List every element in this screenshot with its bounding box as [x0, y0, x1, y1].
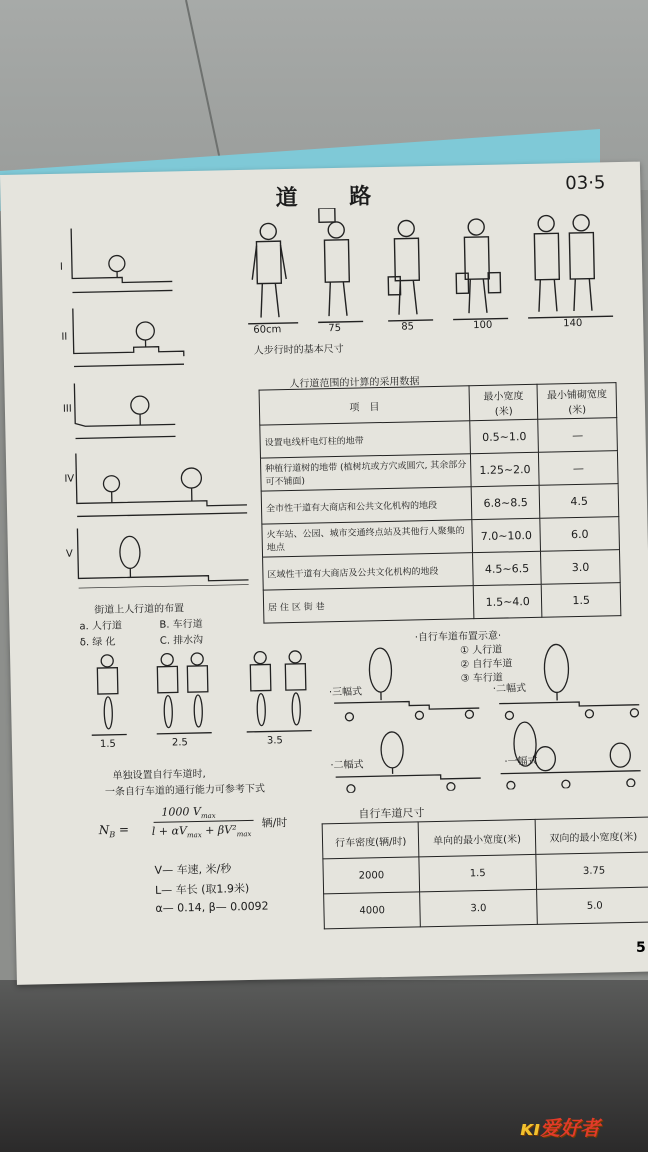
table-cell: 居 住 区 街 巷 — [263, 586, 474, 623]
table-cell: 1.5~4.0 — [473, 584, 542, 618]
table-cell: 7.0~10.0 — [472, 518, 541, 552]
table-cell: 种植行道树的地带 (植树坑或方穴或圆穴, 其余部分可不铺面) — [260, 454, 471, 491]
bike-layout-type-2: ·二幅式 — [492, 683, 527, 695]
sections-caption: 街道上人行道的布置 — [94, 603, 185, 617]
table-cell: 4.5~6.5 — [473, 551, 542, 585]
table-header-cell: 项 目 — [259, 386, 470, 425]
table-cell: 1.5 — [419, 854, 536, 891]
formula-l-definition: L— 车长 (取1.9米) — [154, 881, 250, 897]
table-cell: 设置电线杆电灯柱的地带 — [260, 421, 471, 458]
document-page — [0, 162, 648, 985]
page-title: 道 路 — [275, 182, 394, 212]
formula-intro-1: 单独设置自行车道时, — [112, 768, 206, 782]
formula-denominator: $l + \alpha V_{max} + \beta V^2_{max}$ — [151, 823, 252, 840]
pedestrian-width-5: 140 — [563, 317, 583, 330]
bike-layout-legend-3: ③ 车行道 — [460, 672, 503, 685]
bike-layout-type-3: ·二幅式 — [330, 759, 364, 772]
pedestrian-3 — [387, 220, 420, 315]
bike-layout-title: ·自行车道布置示意· — [414, 630, 502, 644]
bike-layout-type-4: ·一幅式 — [504, 755, 538, 768]
pedestrian-1 — [251, 223, 287, 318]
bike-layout-type-1: ·三幅式 — [328, 686, 363, 699]
street-section-drawings — [61, 225, 258, 589]
bike-layout-legend-2: ② 自行车道 — [460, 658, 513, 671]
formula-lhs: $N_B$ = — [98, 822, 130, 840]
pedestrian-width-4: 100 — [473, 319, 493, 332]
cyclist-width-1: 1.5 — [99, 738, 116, 751]
pedestrian-2 — [319, 208, 350, 317]
sections-legend-b: B. 车行道 — [159, 618, 203, 631]
section-roman-4: IV — [64, 473, 75, 485]
formula-alpha-beta-definition: α— 0.14, β— 0.0092 — [155, 899, 269, 915]
table-row — [324, 887, 648, 929]
table-cell: 全市性干道有大商店和公共文化机构的地段 — [261, 487, 472, 524]
table-cell: 3.0 — [420, 889, 537, 926]
section-roman-2: II — [61, 331, 68, 343]
formula-v-definition: V— 车速, 米/秒 — [154, 862, 232, 877]
sections-legend-d: C. 排水沟 — [159, 634, 204, 647]
pedestrian-5 — [534, 215, 595, 312]
cyclist-width-2: 2.5 — [171, 737, 188, 749]
cyclist-width-3: 3.5 — [266, 735, 283, 747]
bike-table-title: 自行车道尺寸 — [358, 806, 425, 821]
pedestrian-width-1: 60cm — [253, 324, 282, 336]
section-roman-1: I — [59, 261, 64, 273]
table-cell: 6.8~8.5 — [471, 485, 540, 519]
bike-layout-diagrams — [328, 637, 648, 794]
pedestrian-width-3: 85 — [401, 321, 415, 333]
table-cell: 2000 — [323, 857, 420, 894]
table-header-cell: 行车密度(辆/时) — [322, 822, 419, 859]
section-4 — [76, 450, 247, 517]
table-cell: 3.75 — [536, 852, 648, 889]
formula-numerator: 1000 $V_{max}$ — [161, 804, 216, 821]
section-roman-5: V — [65, 548, 73, 560]
section-3 — [74, 381, 175, 438]
section-roman-3: III — [62, 403, 72, 415]
section-5 — [77, 525, 248, 589]
table-cell: — — [538, 418, 617, 453]
page-edge-mark: 5 — [636, 940, 646, 956]
table-header-cell: 最小宽度 (米) — [469, 384, 538, 420]
pedestrian-width-2: 75 — [328, 322, 342, 335]
sidewalk-table — [259, 382, 622, 623]
table-cell: 4.5 — [539, 484, 618, 519]
table-cell: 4000 — [324, 892, 421, 929]
page-number: 03·5 — [565, 172, 606, 195]
formula-unit: 辆/时 — [261, 816, 288, 830]
sections-legend-c: δ. 绿 化 — [79, 636, 116, 649]
table-cell: 火车站、公园、城市交通终点站及其他行人聚集的地点 — [262, 520, 473, 557]
table-cell: 区域性干道有大商店及公共文化机构的地段 — [263, 553, 474, 590]
table-cell: 1.25~2.0 — [471, 452, 540, 486]
pedestrian-caption: 人步行时的基本尺寸 — [253, 343, 344, 357]
section-2 — [73, 306, 184, 366]
bike-layout-legend-1: ① 人行道 — [459, 644, 503, 657]
table-header-cell: 单向的最小宽度(米) — [418, 819, 535, 856]
table-header-cell: 双向的最小宽度(米) — [535, 817, 648, 854]
formula-intro-2: 一条自行车道的通行能力可参考下式 — [104, 783, 266, 798]
table-cell: 0.5~1.0 — [470, 419, 539, 453]
sidewalk-table-title: 人行道范围的计算的采用数据 — [289, 376, 420, 390]
table-header-cell: 最小铺砌宽度 (米) — [537, 383, 616, 420]
section-1 — [71, 226, 172, 292]
table-cell: 1.5 — [542, 583, 621, 618]
sections-legend-a: a. 人行道 — [79, 620, 123, 633]
table-cell: 6.0 — [540, 517, 619, 552]
pedestrian-4 — [455, 219, 501, 314]
table-row — [263, 583, 621, 623]
watermark-logo: ĸı爱好者 — [520, 1116, 601, 1140]
bike-lane-table — [322, 816, 648, 929]
table-cell: 3.0 — [541, 550, 620, 585]
table-cell: — — [539, 451, 618, 486]
table-cell: 5.0 — [536, 887, 648, 924]
